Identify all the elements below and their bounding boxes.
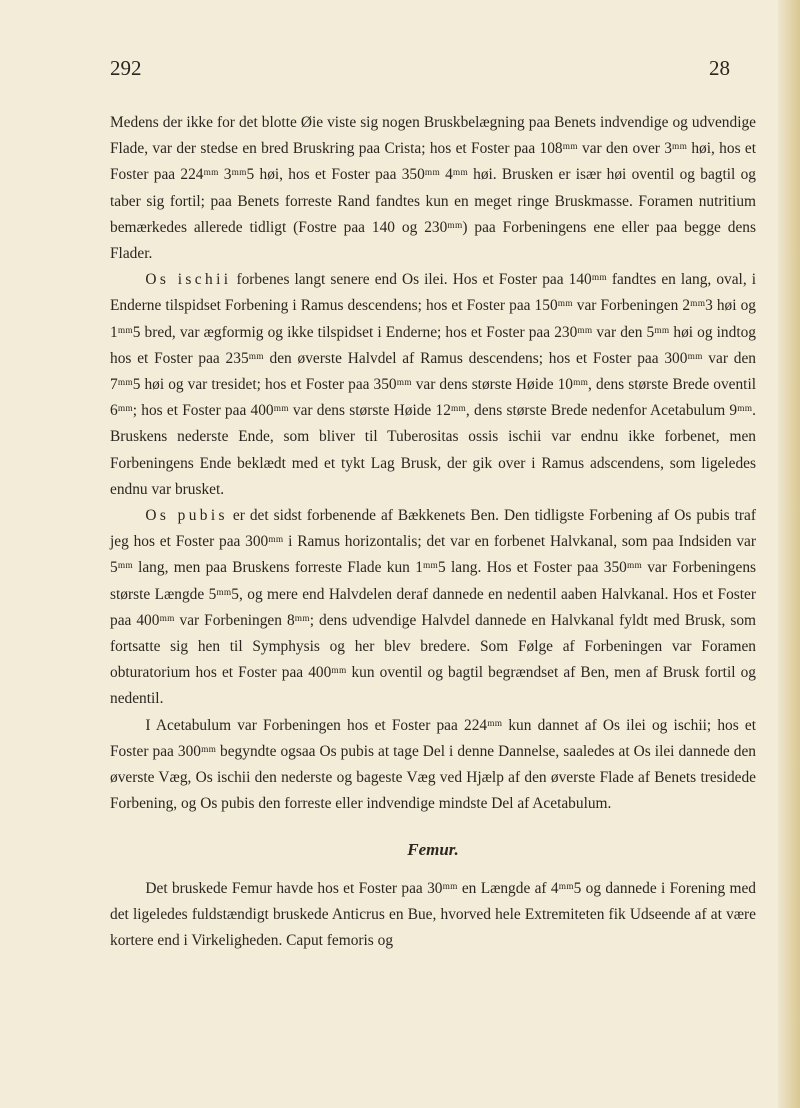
spaced-lead-os-ischii: Os ischii xyxy=(145,271,232,289)
page-number-right: 28 xyxy=(709,56,730,80)
spaced-lead-os-pubis: Os pubis xyxy=(145,507,228,525)
body-text xyxy=(110,110,756,954)
paragraph-femur: Det bruskede Femur havde hos et Foster paa 30ᵐᵐ en Længde af 4ᵐᵐ5 og dannede i Forening med det ligeledes fuldstændigt bruskede Anticrus en Bue, hvorved hele Extremiteten fik Udseende af at være kortere end i Virkeligheden. Caput femoris og xyxy=(110,879,756,950)
page-number-left: 292 xyxy=(110,56,142,80)
paragraph-os-ischii xyxy=(110,267,756,503)
paragraph-2-body: forbenes langt senere end Os ilei. Hos et Foster paa 140ᵐᵐ fandtes en lang, oval, i Enderne tilspidset Forbening i Ramus descendens; hos et Foster paa 150ᵐᵐ var Forbeningen 2ᵐᵐ3 høi og 1ᵐᵐ5 bred, var ægformig og ikke tilspidset i Enderne; hos et Foster paa 230ᵐᵐ var den 5ᵐᵐ høi og indtog hos et Foster paa 235ᵐᵐ den øverste Halvdel af Ramus descendens; hos et Foster paa 300ᵐᵐ var den 7ᵐᵐ5 høi og var tresidet; hos et Foster paa 350ᵐᵐ var dens største Høide 10ᵐᵐ, dens største Brede oventil 6ᵐᵐ; hos et Foster paa 400ᵐᵐ var dens største Høide 12ᵐᵐ, dens største Brede nedenfor Acetabulum 9ᵐᵐ. Bruskens nederste Ende, som bliver til Tuberositas ossis ischii var endnu ikke forbenet, men Forbeningens Ende beklædt med et tykt Lag Brusk, der gik over i Ramus adscendens, som ligeledes endnu var brusket. xyxy=(110,271,756,498)
paragraph-1: Medens der ikke for det blotte Øie viste sig nogen Bruskbelægning paa Benets indvendige og udvendige Flade, var der stedse en bred Bruskring paa Crista; hos et Foster paa 108ᵐᵐ var den over 3ᵐᵐ høi, hos et Foster paa 224ᵐᵐ 3ᵐᵐ5 høi, hos et Foster paa 350ᵐᵐ 4ᵐᵐ høi. Brusken er især høi oventil og bagtil og taber sig fortil; paa Benets forreste Rand fandtes kun en meget ringe Bruskmasse. Foramen nutritium bemærkedes allerede tidligt (Fostre paa 140 og 230ᵐᵐ) paa Forbeningens ene eller paa begge dens Flader. xyxy=(110,114,756,263)
paragraph-acetabulum: I Acetabulum var Forbeningen hos et Foster paa 224ᵐᵐ kun dannet af Os ilei og ischii; hos et Foster paa 300ᵐᵐ begyndte ogsaa Os pubis at tage Del i denne Dannelse, saaledes at Os ilei dannede den øverste Væg, Os ischii den nederste og bageste Væg ved Hjælp af den øverste Flade af Benets tresidede Forbening, og Os pubis den forreste eller indvendige mindste Del af Acetabulum. xyxy=(110,716,756,813)
section-heading-femur: Femur. xyxy=(407,840,459,860)
paragraph-os-pubis xyxy=(110,503,756,713)
running-header xyxy=(110,56,730,84)
page-edge xyxy=(778,0,800,1108)
paragraph-3-body: er det sidst forbenende af Bækkenets Ben. Den tidligste Forbening af Os pubis traf jeg hos et Foster paa 300ᵐᵐ i Ramus horizontalis; det var en forbenet Halvkanal, som paa Indsiden var 5ᵐᵐ lang, men paa Bruskens forreste Flade kun 1ᵐᵐ5 lang. Hos et Foster paa 350ᵐᵐ var Forbeningens største Længde 5ᵐᵐ5, og mere end Halvdelen deraf dannede en nedentil aaben Halvkanal. Hos et Foster paa 400ᵐᵐ var Forbeningen 8ᵐᵐ; dens udvendige Halvdel dannede en Halvkanal fyldt med Brusk, som fortsatte sig hen til Symphysis og her blev bredere. Som Følge af Forbeningen var Foramen obturatorium hos et Foster paa 400ᵐᵐ kun oventil og bagtil begrændset af Ben, men af Brusk fortil og nedentil. xyxy=(110,507,756,708)
